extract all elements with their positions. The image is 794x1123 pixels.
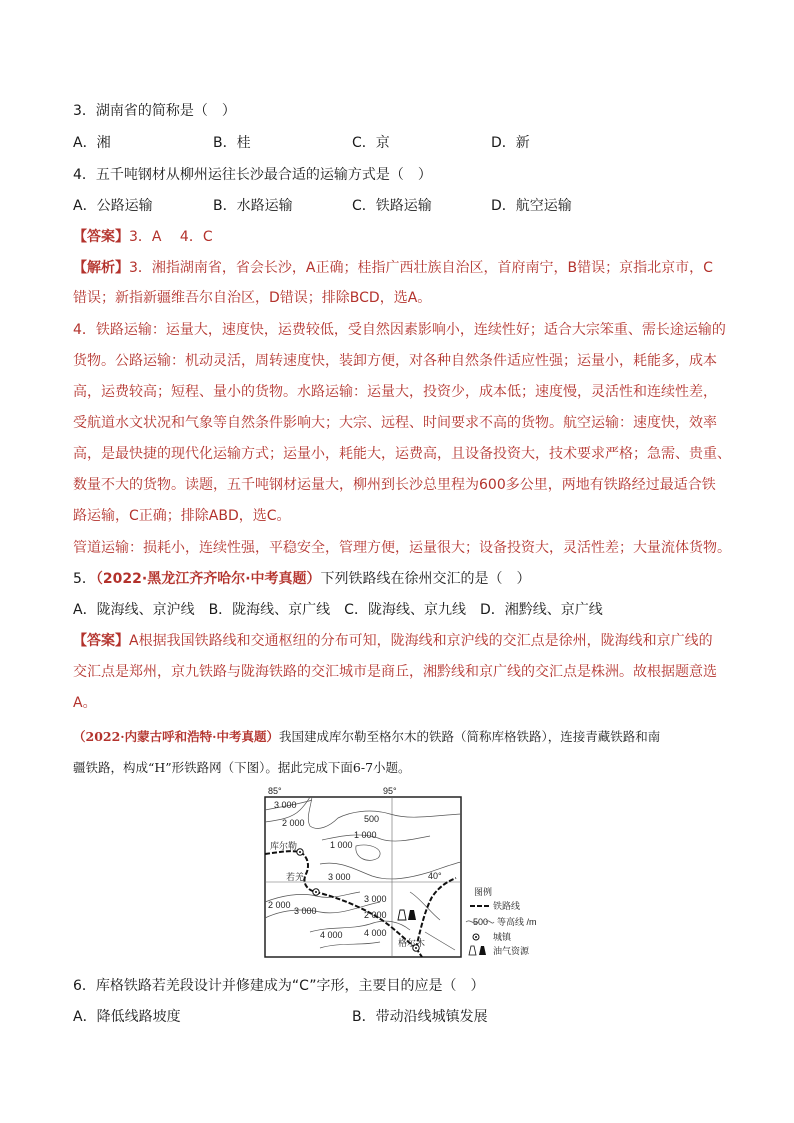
q5-stem bbox=[73, 569, 531, 589]
contour-label: 3 000 bbox=[328, 872, 351, 882]
answer-tag: 【答案】 bbox=[73, 229, 129, 245]
answer-5-line-3: A。 bbox=[73, 695, 97, 711]
contour-label: 1 000 bbox=[330, 840, 353, 850]
group67-intro-line-2: 疆铁路，构成“H”形铁路网（下图）。据此完成下面6-7小题。 bbox=[73, 760, 411, 775]
answer5-text: A根据我国铁路线和交通枢纽的分布可知，陇海线和京沪线的交汇点是徐州，陇海线和京广线的 bbox=[129, 633, 713, 649]
label-golmud: 格尔木 bbox=[398, 938, 426, 948]
analysis-line-3: 4．铁路运输：运量大，速度快，运费较低，受自然因素影响小，连续性好；适合大宗笨重、需长途运输的 bbox=[73, 322, 726, 338]
q3-option-d: D．新 bbox=[491, 135, 530, 151]
contour-label: 1 000 bbox=[354, 830, 377, 840]
analysis-tag: 【解析】 bbox=[73, 260, 129, 276]
map-legend bbox=[466, 886, 537, 956]
analysis-text: 3．湘指湖南省，省会长沙，A正确；桂指广西壮族自治区，首府南宁，B错误；京指北京市，C bbox=[129, 260, 713, 276]
contour-label: 500 bbox=[364, 814, 380, 824]
legend-contour: 等高线 /m bbox=[497, 917, 537, 927]
answer-text: 3．A 4．C bbox=[129, 229, 213, 245]
legend-oil: 油气资源 bbox=[493, 946, 530, 956]
contour-label: 2 000 bbox=[364, 910, 387, 920]
label-korla: 库尔勒 bbox=[270, 841, 298, 851]
q5-number: 5． bbox=[73, 571, 96, 587]
label-lon-95: 95° bbox=[383, 786, 397, 796]
analysis-line-5: 高，运费较高；短程、量小的货物。水路运输：运量大，投资少，成本低；速度慢，灵活性和连续性差， bbox=[73, 384, 717, 400]
analysis-line-4: 货物。公路运输：机动灵活，周转速度快，装卸方便，对各种自然条件适应性强；运量小，耗能多，成本 bbox=[73, 353, 717, 369]
q5-source: （2022·黑龙江齐齐哈尔·中考真题） bbox=[95, 571, 321, 587]
q3-option-b: B．桂 bbox=[213, 135, 251, 151]
q3-option-a: A．湘 bbox=[73, 135, 111, 151]
answer-5-line-2: 交汇点是郑州，京九铁路与陇海铁路的交汇城市是商丘，湘黔线和京广线的交汇点是株洲。故根据题意选 bbox=[73, 664, 717, 680]
legend-contour-value: 500 bbox=[473, 917, 489, 927]
group67-intro-line-1 bbox=[73, 727, 660, 747]
q5-text: 下列铁路线在徐州交汇的是（ ） bbox=[320, 571, 531, 587]
contour-label: 2 000 bbox=[268, 900, 291, 910]
answer-3-4 bbox=[73, 227, 213, 247]
group67-text-1: 我国建成库尔勒至格尔木的铁路（简称库格铁路），连接青藏铁路和南 bbox=[279, 729, 661, 744]
answer5-tag: 【答案】 bbox=[73, 633, 129, 649]
analysis-line-10: 管道运输：损耗小，连续性强，平稳安全，管理方便，运量很大；设备投资大，灵活性差；大量流体货物。 bbox=[73, 540, 731, 556]
analysis-line-2: 错误；新指新疆维吾尔自治区，D错误；排除BCD，选A。 bbox=[73, 290, 432, 306]
q3-option-c: C．京 bbox=[352, 135, 390, 151]
q3-stem: 3．湖南省的简称是（ ） bbox=[73, 103, 236, 119]
label-lon-85: 85° bbox=[268, 786, 282, 796]
analysis-line-9: 路运输，C正确；排除ABD，选C。 bbox=[73, 508, 291, 524]
legend-title: 图例 bbox=[474, 887, 493, 897]
analysis-line-7: 高，是最快捷的现代化运输方式；运量小，耗能大，运费高，且设备投资大，技术要求严格；急需、贵重、 bbox=[73, 446, 731, 462]
contour-label: 2 000 bbox=[282, 818, 305, 828]
contour-label: 3 000 bbox=[274, 800, 297, 810]
analysis-line-8: 数量不大的货物。读题，五千吨钢材运量大，柳州到长沙总里程为600多公里，两地有铁路经过最适合铁 bbox=[73, 477, 716, 493]
q4-option-c: C．铁路运输 bbox=[352, 198, 432, 214]
legend-town: 城镇 bbox=[493, 932, 512, 942]
analysis-line-1 bbox=[73, 258, 713, 278]
q6-option-a: A．降低线路坡度 bbox=[73, 1009, 181, 1025]
group67-source: （2022·内蒙古呼和浩特·中考真题） bbox=[73, 729, 279, 744]
contour-label: 3 000 bbox=[364, 894, 387, 904]
label-ruoqiang: 若羌 bbox=[286, 872, 305, 882]
railway-map-figure bbox=[260, 786, 537, 962]
q6-option-b: B．带动沿线城镇发展 bbox=[352, 1009, 488, 1025]
railway-map bbox=[260, 786, 537, 962]
label-lat-40: 40° bbox=[428, 871, 442, 881]
q4-option-d: D．航空运输 bbox=[491, 198, 572, 214]
contour-label: 4 000 bbox=[364, 928, 387, 938]
legend-railway: 铁路线 bbox=[493, 901, 521, 911]
contour-label: 4 000 bbox=[320, 930, 343, 940]
analysis-line-6: 受航道水文状况和气象等自然条件影响大；大宗、远程、时间要求不高的货物。航空运输：速度快，效率 bbox=[73, 415, 717, 431]
q4-option-a: A．公路运输 bbox=[73, 198, 153, 214]
q4-stem: 4．五千吨钢材从柳州运往长沙最合适的运输方式是（ ） bbox=[73, 167, 432, 183]
q4-option-b: B．水路运输 bbox=[213, 198, 293, 214]
contour-label: 3 000 bbox=[294, 906, 317, 916]
q6-stem: 6．库格铁路若羌段设计并修建成为“C”字形，主要目的应是（ ） bbox=[73, 978, 485, 994]
q5-options: A．陇海线、京沪线 B．陇海线、京广线 C．陇海线、京九线 D．湘黔线、京广线 bbox=[73, 602, 603, 618]
answer-5-line-1 bbox=[73, 631, 713, 651]
